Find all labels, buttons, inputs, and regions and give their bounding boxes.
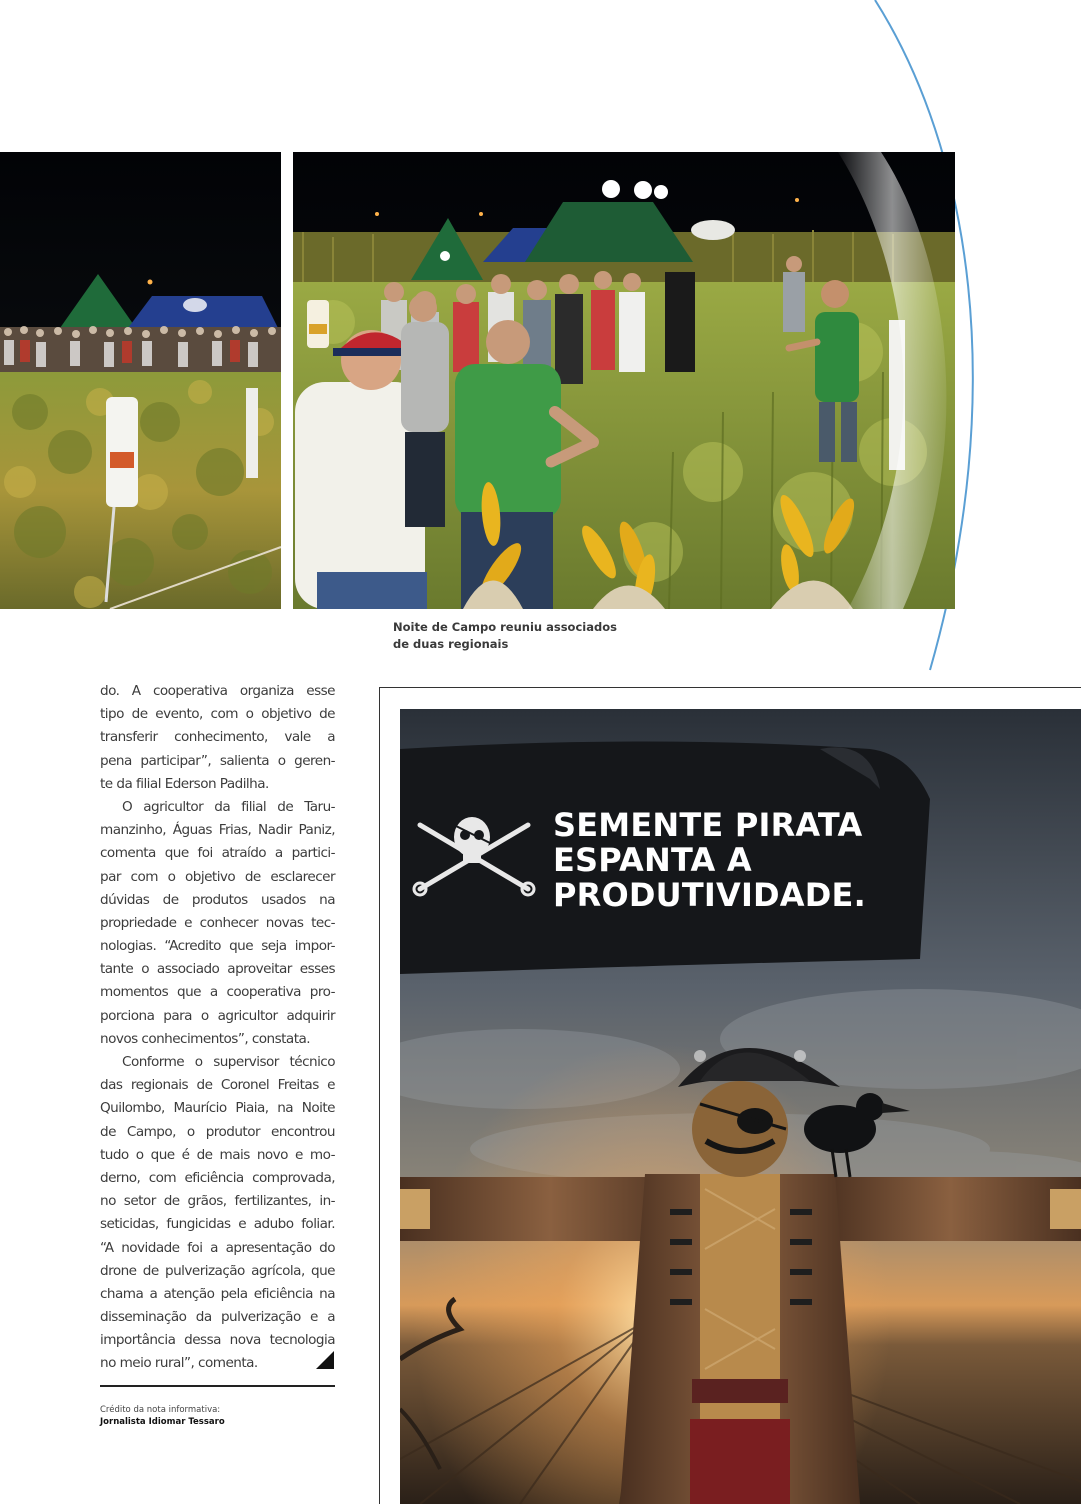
article-line: O agricultor da filial de Taru- xyxy=(122,798,335,815)
credit xyxy=(100,1404,225,1428)
article-line: no meio rural”, comenta. xyxy=(100,1355,258,1372)
caption-line: Noite de Campo reuniu associados xyxy=(393,620,617,634)
article-line: disseminação da pulverização e a xyxy=(100,1309,335,1326)
divider xyxy=(100,1385,335,1387)
article-line: derno, com eficiência comprovada, xyxy=(100,1169,335,1186)
article-line: seticidas, fungicidas e adubo foliar. xyxy=(100,1216,335,1233)
ad-headline-line: SEMENTE PIRATA xyxy=(553,806,863,844)
article-line: do. A cooperativa organiza esse xyxy=(100,683,335,699)
article-line: de Campo, o produtor encontrou xyxy=(100,1123,335,1140)
article-line: Conforme o supervisor técnico xyxy=(122,1054,335,1070)
article-line: manzinho, Águas Frias, Nadir Paniz, xyxy=(100,822,335,839)
article-line: chama a atenção pela eficiência na xyxy=(100,1285,335,1302)
article-line: no setor de grãos, fertilizantes, in- xyxy=(100,1193,335,1210)
crowd-night-photo xyxy=(0,152,281,609)
article-line: tudo o que é de mais novo e mo- xyxy=(100,1146,335,1163)
article-line: das regionais de Coronel Freitas e xyxy=(100,1077,335,1094)
article-line: drone de pulverização agrícola, que xyxy=(100,1262,335,1279)
ad-headline xyxy=(553,808,866,913)
ad-headline-line: ESPANTA A xyxy=(553,841,752,879)
field-presentation-photo xyxy=(293,152,955,609)
article-line: propriedade e conhecer novas tec- xyxy=(100,914,335,931)
article-line: momentos que a cooperativa pro- xyxy=(100,984,335,1001)
article-line: Quilombo, Maurício Piaia, na Noite xyxy=(100,1100,335,1117)
credit-name: Jornalista Idiomar Tessaro xyxy=(100,1417,225,1427)
article-line: porciona para o agricultor adquirir xyxy=(100,1007,335,1024)
article-line: comenta que foi atraído a partici- xyxy=(100,845,335,862)
article-line: importância dessa nova tecnologia xyxy=(100,1332,335,1349)
article-line: par com o objetivo de esclarecer xyxy=(100,868,335,885)
caption-line: de duas regionais xyxy=(393,637,509,651)
article-line: pena participar”, salienta o geren- xyxy=(100,752,335,769)
article-line: nologias. “Acredito que seja impor- xyxy=(100,938,335,955)
article-line: “A novidade foi a apresentação do xyxy=(100,1239,335,1256)
article-line: novos conhecimentos”, constata. xyxy=(100,1030,311,1047)
article-line: tipo de evento, com o objetivo de xyxy=(100,706,335,723)
ad-headline-line: PRODUTIVIDADE. xyxy=(553,876,866,914)
article-line: te da filial Ederson Padilha. xyxy=(100,775,269,792)
end-of-article-icon xyxy=(316,1351,334,1369)
article-body xyxy=(100,680,335,1376)
article-line: tante o associado aproveitar esses xyxy=(100,961,335,978)
article-line: dúvidas de produtos usados na xyxy=(100,891,335,908)
photo-caption xyxy=(393,619,633,653)
credit-label: Crédito da nota informativa: xyxy=(100,1405,221,1415)
article-line: transferir conhecimento, vale a xyxy=(100,729,335,746)
